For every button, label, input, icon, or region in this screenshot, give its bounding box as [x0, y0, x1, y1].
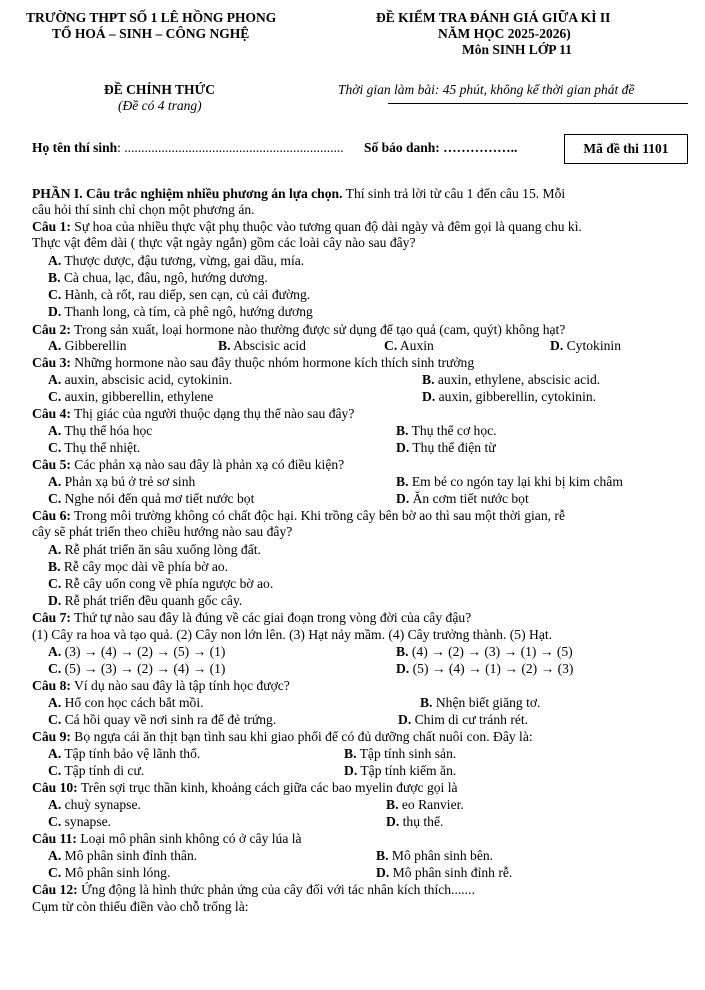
question-5-option-d — [396, 491, 529, 507]
question-2-stem — [32, 322, 565, 338]
option-letter: B. — [376, 848, 389, 863]
option-text: Mô phân sinh lóng. — [61, 865, 171, 880]
question-9-stem — [32, 729, 533, 745]
question-text: Bọ ngựa cái ăn thịt bạn tình sau khi giao phối để có đủ dưỡng chất nuôi con. Đây là: — [70, 729, 533, 744]
department-name: TỔ HOÁ – SINH – CÔNG NGHỆ — [52, 26, 250, 41]
time-note: Thời gian làm bài: 45 phút, không kể thời gian phát đề — [338, 82, 635, 97]
question-6-option-b — [48, 559, 228, 575]
question-9-option-d — [344, 763, 456, 779]
question-number: Câu 12: — [32, 882, 78, 897]
option-letter: B. — [386, 797, 399, 812]
question-4-stem — [32, 406, 354, 422]
option-letter: C. — [384, 338, 398, 353]
question-10-option-b — [386, 797, 464, 813]
question-5-option-a — [48, 474, 195, 490]
question-6-option-c — [48, 576, 273, 592]
question-1-stem-cont: Thực vật đêm dài ( thực vật ngày ngắn) gồm các loài cây nào sau đây? — [32, 235, 416, 250]
question-11-option-c — [48, 865, 170, 881]
option-letter: D. — [48, 304, 62, 319]
question-1-option-a — [48, 253, 304, 269]
exam-title: ĐỀ KIỂM TRA ĐÁNH GIÁ GIỮA KÌ II — [376, 10, 611, 25]
option-text: Rễ phát triển đều quanh gốc cây. — [61, 593, 243, 608]
option-letter: D. — [550, 338, 564, 353]
option-text: auxin, gibberellin, ethylene — [61, 389, 214, 404]
question-text: Ứng động là hình thức phản ứng của cây đối với tác nhân kích thích....... — [77, 882, 475, 897]
option-text: auxin, ethylene, abscisic acid. — [434, 372, 601, 387]
question-4-option-d — [396, 440, 496, 456]
question-number: Câu 10: — [32, 780, 78, 795]
question-2-option-c — [384, 338, 434, 354]
question-2-option-a — [48, 338, 127, 354]
question-text: Các phản xạ nào sau đây là phản xạ có điều kiện? — [70, 457, 345, 472]
question-number: Câu 4: — [32, 406, 71, 421]
school-name: TRƯỜNG THPT SỐ 1 LÊ HỒNG PHONG — [26, 10, 277, 25]
student-name-line — [32, 140, 344, 156]
question-12-stem — [32, 882, 475, 898]
exam-code-box: Mã đề thi 1101 — [564, 134, 688, 164]
option-letter: D. — [398, 712, 412, 727]
option-text: Phản xạ bú ở trẻ sơ sinh — [61, 474, 196, 489]
option-letter: A. — [48, 474, 62, 489]
question-9-option-a — [48, 746, 200, 762]
question-text: Trong sản xuất, loại hormone nào thường được sử dụng để tạo quả (cam, quýt) không hạt? — [70, 322, 566, 337]
question-1-option-b — [48, 270, 268, 286]
question-10-option-d — [386, 814, 443, 830]
official-label: ĐỀ CHÍNH THỨC — [104, 82, 216, 97]
subject: Môn SINH LỚP 11 — [462, 42, 572, 57]
option-text: (5) → (4) → (1) → (2) → (3) — [409, 661, 574, 676]
option-text: synapse. — [61, 814, 112, 829]
option-letter: A. — [48, 542, 62, 557]
option-text: Mô phân sinh đỉnh thân. — [61, 848, 198, 863]
question-text: Loại mô phân sinh không có ở cây lúa là — [76, 831, 302, 846]
option-text: Chim di cư tránh rét. — [411, 712, 529, 727]
question-1-stem — [32, 219, 582, 235]
question-3-option-a — [48, 372, 232, 388]
question-number: Câu 6: — [32, 508, 71, 523]
question-9-option-b — [344, 746, 456, 762]
option-letter: C. — [48, 576, 62, 591]
option-letter: D. — [422, 389, 436, 404]
question-8-option-d — [398, 712, 528, 728]
question-10-stem — [32, 780, 458, 796]
question-number: Câu 7: — [32, 610, 71, 625]
question-11-option-b — [376, 848, 493, 864]
question-7-stem-cont: (1) Cây ra hoa và tạo quả. (2) Cây non lớn lên. (3) Hạt nảy mầm. (4) Cây trưởng thành. (5) Hạt. — [32, 627, 553, 642]
option-letter: B. — [48, 559, 61, 574]
option-text: Rễ cây mọc dài về phía bờ ao. — [60, 559, 229, 574]
option-letter: B. — [344, 746, 357, 761]
option-letter: C. — [48, 389, 62, 404]
option-text: Cá hồi quay về nơi sinh ra để đẻ trứng. — [61, 712, 277, 727]
option-text: Nghe nói đến quả mơ tiết nước bọt — [61, 491, 255, 506]
section-instruction-2: câu hỏi thí sinh chỉ chọn một phương án. — [32, 202, 255, 217]
option-text: eo Ranvier. — [398, 797, 464, 812]
option-letter: C. — [48, 287, 62, 302]
student-id-line — [364, 140, 517, 156]
option-text: Tập tính kiếm ăn. — [357, 763, 457, 778]
question-8-stem — [32, 678, 290, 694]
question-11-stem — [32, 831, 302, 847]
option-text: Mô phân sinh đỉnh rễ. — [389, 865, 513, 880]
question-number: Câu 8: — [32, 678, 71, 693]
student-name-label: Họ tên thí sinh — [32, 140, 118, 155]
question-text: Thứ tự nào sau đây là đúng về các giai đoạn trong vòng đời của cây đậu? — [70, 610, 472, 625]
option-letter: D. — [386, 814, 400, 829]
question-4-option-c — [48, 440, 140, 456]
option-text: Thụ thể điện từ — [409, 440, 496, 455]
option-text: Tập tính di cư. — [61, 763, 145, 778]
question-number: Câu 11: — [32, 831, 77, 846]
option-letter: A. — [48, 848, 62, 863]
question-10-option-a — [48, 797, 141, 813]
option-letter: C. — [48, 440, 62, 455]
question-number: Câu 1: — [32, 219, 71, 234]
question-5-stem — [32, 457, 344, 473]
question-8-option-a — [48, 695, 204, 711]
option-letter: A. — [48, 423, 62, 438]
question-5-option-c — [48, 491, 254, 507]
option-letter: D. — [396, 491, 410, 506]
option-letter: B. — [396, 474, 409, 489]
option-text: Hành, cà rốt, rau diếp, sen cạn, củ cải đường. — [61, 287, 311, 302]
question-8-option-c — [48, 712, 276, 728]
option-text: auxin, gibberellin, cytokinin. — [435, 389, 597, 404]
question-7-option-c — [48, 661, 225, 677]
option-letter: C. — [48, 491, 62, 506]
option-text: Gibberellin — [61, 338, 127, 353]
option-text: Ăn cơm tiết nước bọt — [409, 491, 529, 506]
question-number: Câu 9: — [32, 729, 71, 744]
question-6-option-d — [48, 593, 242, 609]
option-letter: C. — [48, 661, 62, 676]
question-6-stem-cont: cây sẽ phát triển theo chiều hướng nào sau đây? — [32, 524, 293, 539]
option-text: Thụ thể nhiệt. — [61, 440, 141, 455]
option-letter: C. — [48, 763, 62, 778]
option-letter: C. — [48, 865, 62, 880]
option-letter: C. — [48, 712, 62, 727]
question-3-option-c — [48, 389, 213, 405]
question-3-option-b — [422, 372, 600, 388]
option-letter: D. — [376, 865, 390, 880]
question-7-option-d — [396, 661, 573, 677]
option-letter: B. — [396, 644, 409, 659]
question-number: Câu 3: — [32, 355, 71, 370]
question-4-option-a — [48, 423, 152, 439]
option-text: Thụ thể hóa học — [61, 423, 153, 438]
question-11-option-d — [376, 865, 512, 881]
option-letter: D. — [48, 593, 62, 608]
question-7-option-b — [396, 644, 573, 660]
question-text: Trong môi trường không có chất độc hại. Khi trồng cây bên bờ ao thì sau một thời gian, rễ — [70, 508, 565, 523]
option-text: Tập tính sinh sản. — [356, 746, 457, 761]
option-letter: B. — [218, 338, 231, 353]
option-text: Hổ con học cách bắt mồi. — [61, 695, 204, 710]
question-7-option-a — [48, 644, 225, 660]
option-text: Rễ phát triển ăn sâu xuống lòng đất. — [61, 542, 261, 557]
option-letter: D. — [344, 763, 358, 778]
school-year: NĂM HỌC 2025-2026) — [438, 26, 571, 41]
student-name-dots: : ................................................................. — [117, 140, 344, 155]
option-text: Abscisic acid — [230, 338, 306, 353]
option-text: Thược dược, đậu tương, vừng, gai dầu, mía. — [61, 253, 305, 268]
option-letter: A. — [48, 253, 62, 268]
option-text: chuỳ synapse. — [61, 797, 141, 812]
question-text: Trên sợi trục thần kinh, khoảng cách giữa các bao myelin được gọi là — [77, 780, 458, 795]
student-id-dots: …………….. — [443, 140, 518, 155]
option-letter: A. — [48, 338, 62, 353]
option-letter: B. — [422, 372, 435, 387]
option-letter: A. — [48, 746, 62, 761]
option-text: Cytokinin — [563, 338, 621, 353]
question-11-option-a — [48, 848, 197, 864]
option-text: Thanh long, cà tím, cà phê ngô, hướng dương — [61, 304, 313, 319]
question-text: Sự hoa của nhiều thực vật phụ thuộc vào tương quan độ dài ngày và đêm gọi là quang chu kì. — [70, 219, 582, 234]
option-text: Auxin — [397, 338, 434, 353]
question-text: Ví dụ nào sau đây là tập tính học được? — [70, 678, 290, 693]
question-10-option-c — [48, 814, 111, 830]
option-text: Tập tính bảo vệ lãnh thổ. — [61, 746, 201, 761]
option-text: (4) → (2) → (3) → (1) → (5) — [408, 644, 573, 659]
section-instruction-1: Thí sinh trả lời từ câu 1 đến câu 15. Mỗi — [342, 186, 566, 201]
section-title-line — [32, 186, 565, 202]
student-id-label: Số báo danh: — [364, 140, 444, 155]
option-letter: A. — [48, 797, 62, 812]
question-2-option-b — [218, 338, 306, 354]
option-letter: B. — [420, 695, 433, 710]
option-letter: D. — [396, 440, 410, 455]
question-6-stem — [32, 508, 565, 524]
option-text: Nhện biết giăng tơ. — [432, 695, 541, 710]
question-8-option-b — [420, 695, 540, 711]
question-3-option-d — [422, 389, 596, 405]
question-6-option-a — [48, 542, 261, 558]
page-count: (Đề có 4 trang) — [118, 98, 202, 113]
question-number: Câu 5: — [32, 457, 71, 472]
question-text: Thị giác của người thuộc dạng thụ thể nào sau đây? — [70, 406, 355, 421]
question-4-option-b — [396, 423, 497, 439]
option-letter: A. — [48, 372, 62, 387]
question-number: Câu 2: — [32, 322, 71, 337]
question-2-option-d — [550, 338, 621, 354]
option-letter: C. — [48, 814, 62, 829]
question-7-stem — [32, 610, 471, 626]
question-3-stem — [32, 355, 474, 371]
question-9-option-c — [48, 763, 144, 779]
option-text: Thụ thể cơ học. — [408, 423, 497, 438]
option-letter: A. — [48, 644, 62, 659]
time-underline — [388, 103, 688, 104]
option-text: Cà chua, lạc, đâu, ngô, hướng dương. — [60, 270, 268, 285]
option-text: thụ thể. — [399, 814, 444, 829]
question-1-option-d — [48, 304, 313, 320]
option-letter: B. — [396, 423, 409, 438]
option-text: (3) → (4) → (2) → (5) → (1) — [61, 644, 226, 659]
question-12-stem-cont: Cụm từ còn thiếu điền vào chỗ trống là: — [32, 899, 249, 914]
option-letter: D. — [396, 661, 410, 676]
option-text: (5) → (3) → (2) → (4) → (1) — [61, 661, 226, 676]
option-letter: B. — [48, 270, 61, 285]
option-text: Em bé co ngón tay lại khi bị kim châm — [408, 474, 623, 489]
option-text: auxin, abscisic acid, cytokinin. — [61, 372, 233, 387]
question-1-option-c — [48, 287, 310, 303]
option-letter: A. — [48, 695, 62, 710]
option-text: Rễ cây uốn cong về phía ngược bờ ao. — [61, 576, 274, 591]
question-text: Những hormone nào sau đây thuộc nhóm hormone kích thích sinh trưởng — [70, 355, 475, 370]
option-text: Mô phân sinh bên. — [388, 848, 494, 863]
section-title: PHẦN I. Câu trắc nghiệm nhiều phương án lựa chọn. — [32, 186, 343, 201]
question-5-option-b — [396, 474, 623, 490]
